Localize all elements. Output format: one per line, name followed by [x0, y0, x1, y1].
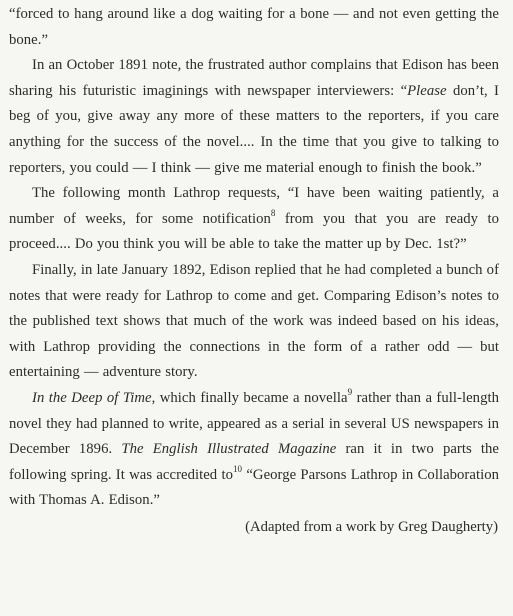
paragraph-quote-continuation: “forced to hang around like a dog waiting for a bone — and not even getting the bone.” — [9, 6, 499, 48]
paragraph-text: from you that you are ready to proceed.... Do you think you will be able to take the matter up by Dec. 1st?” — [9, 210, 499, 253]
paragraph-finally: Finally, in late January 1892, Edison replied that he had completed a bunch of notes that were ready for Lathrop to come and get. Comparing Edison’s notes to the published text shows that much of the work was indeed based on his ideas, with Lathrop providing the connections in the form of a rather odd — but entertaining — adventure story. — [9, 261, 500, 381]
work-title: In the Deep of Time — [32, 389, 152, 406]
paragraph-text: “George Parsons Lathrop in Collaboration with Thomas A. Edison.” — [9, 466, 499, 509]
paragraph-text: rather than a full-length novel they had planned to write, appeared as a serial in several US newspapers in December 1896. — [9, 389, 499, 458]
paragraph-text: The following month Lathrop requests, “I have been waiting patiently, a number of weeks, for some notification — [9, 185, 499, 227]
paragraph-text: , which finally became a novella — [151, 389, 348, 406]
paragraph-text: ran it in two parts the following spring. It was accredited to — [9, 441, 499, 483]
paragraph-deep-of-time — [9, 386, 499, 514]
source-credit: (Adapted from a work by Greg Daugherty) — [245, 518, 498, 535]
footnote-marker: 10 — [232, 463, 243, 474]
footnote-marker: 8 — [270, 207, 276, 218]
footnote-marker: 9 — [347, 386, 353, 397]
emphasis-please: Please — [407, 82, 447, 99]
paragraph-october-note — [9, 53, 499, 181]
paragraph-text: In an October 1891 note, the frustrated author complains that Edison has been sharing his futuristic imaginings with newspaper interviewers: “ — [9, 57, 499, 99]
paragraph-text: don’t, I beg of you, give away any more of these matters to the reporters, if you care anything for the success of the novel.... In the time that you give to talking to reporters, you could — I think — give me material enough to finish the book.” — [9, 82, 499, 176]
paragraph-following-month — [9, 181, 499, 258]
magazine-title: The English Illustrated Magazine — [121, 441, 337, 458]
